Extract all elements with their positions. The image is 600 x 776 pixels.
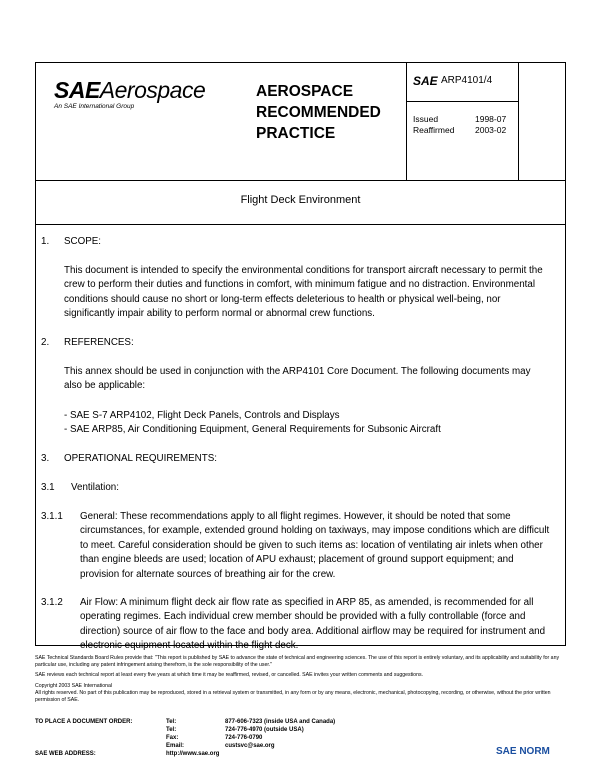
document-subject: Flight Deck Environment	[240, 194, 361, 206]
phone-inside-usa: 877-606-7323 (inside USA and Canada)	[225, 719, 336, 725]
document-frame	[35, 62, 566, 652]
section-1-title: SCOPE:	[64, 236, 102, 247]
email-address[interactable]: custsvc@sae.org	[225, 743, 275, 749]
section-2-number: 2.	[41, 337, 50, 348]
title-cell	[251, 63, 406, 180]
section-2-text: This annex should be used in conjunction with the ARP4101 Core Document. The following documents may also be applicable:	[64, 366, 531, 392]
phone-outside-usa: 724-776-4970 (outside USA)	[225, 727, 304, 733]
section-3-1-1-text: General: These recommendations apply to all flight regimes. However, it should be noted that some circumstances, for example, extended ground holding on taxiways, may impose conditions which are difficult to meet. Careful consideration should be given to such items as: location of ventilating air inlets when other than engine bleeds are used; location of APU exhaust; placement of ground support equipment; and provision for alternate sources of breathing air for the crew.	[80, 511, 550, 580]
section-1-text: This document is intended to specify the environmental conditions for transport aircraft necessary to permit the crew to perform their duties and functions in comfort, with minimum fatigue and no distraction. Environmental conditions should cause no short or long-term effects deleterious to health or physical well-being, nor significantly impair ability to perform normal or abnormal crew functions.	[64, 265, 543, 320]
header-block	[36, 63, 565, 181]
section-3-1-2-text: Air Flow: A minimum flight deck air flow rate as specified in ARP 85, as amended, is recommended for all operating regimes. Each individual crew member should be provided with a fully controllable (force and direction) source of air flow to the face and body area. Additional airflow may be required for instrument and electronic equipment located within the flight deck.	[80, 597, 546, 652]
legal-footer	[35, 655, 566, 707]
web-label: SAE WEB ADDRESS:	[35, 751, 96, 757]
reference-1: - SAE S-7 ARP4102, Flight Deck Panels, Controls and Displays	[64, 410, 340, 421]
order-label: TO PLACE A DOCUMENT ORDER:	[35, 719, 133, 725]
section-3-1-title: Ventilation:	[71, 482, 119, 493]
section-3-1-number: 3.1	[41, 482, 55, 493]
sae-norm-logo: SAE NORM	[496, 746, 550, 757]
section-3-1-2-number: 3.1.2	[41, 597, 63, 608]
sae-aerospace-logo: SAEAerospace	[54, 77, 206, 103]
footer-review: SAE reviews each technical report at least every five years at which time it may be reaffirmed, revised, or cancelled. SAE invites your written comments and suggestions.	[35, 672, 423, 679]
section-3-1-1-number: 3.1.1	[41, 511, 63, 522]
section-2-title: REFERENCES:	[64, 337, 134, 348]
reference-2: - SAE ARP85, Air Conditioning Equipment, General Requirements for Subsonic Aircraft	[64, 424, 441, 435]
fax-number: 724-776-0790	[225, 735, 263, 741]
logo-cell	[36, 63, 251, 180]
section-1-number: 1.	[41, 236, 50, 247]
document-number-cell	[406, 63, 519, 180]
issue-dates: Issued 1998-07 Reaffirmed 2003-02	[413, 114, 507, 135]
footer-rights: All rights reserved. No part of this publication may be reproduced, stored in a retrieval system or transmitted, in any form or by any means, electronic, mechanical, photocopying, recording, or otherwise, without the prior written permission of SAE.	[35, 689, 551, 704]
footer-copyright: Copyright 2003 SAE International	[35, 682, 112, 689]
document-type-title: AEROSPACE RECOMMENDED PRACTICE	[256, 83, 381, 142]
section-3-number: 3.	[41, 453, 50, 464]
section-3-title: OPERATIONAL REQUIREMENTS:	[64, 453, 217, 464]
blank-cell	[518, 63, 568, 180]
web-address[interactable]: http://www.sae.org	[166, 751, 220, 757]
sae-mark: SAE	[413, 74, 438, 88]
footer-rules: SAE Technical Standards Board Rules provide that: "This report is published by SAE to advance the state of technical and engineering sciences. The use of this report is entirely voluntary, and its applicability and suitability for any particular use, including any patent infringement arising therefrom, is the sole responsibility of the user."	[35, 655, 560, 669]
logo-subtitle: An SAE International Group	[54, 103, 135, 110]
document-number: ARP4101/4	[441, 75, 493, 86]
subject-row	[36, 180, 565, 225]
